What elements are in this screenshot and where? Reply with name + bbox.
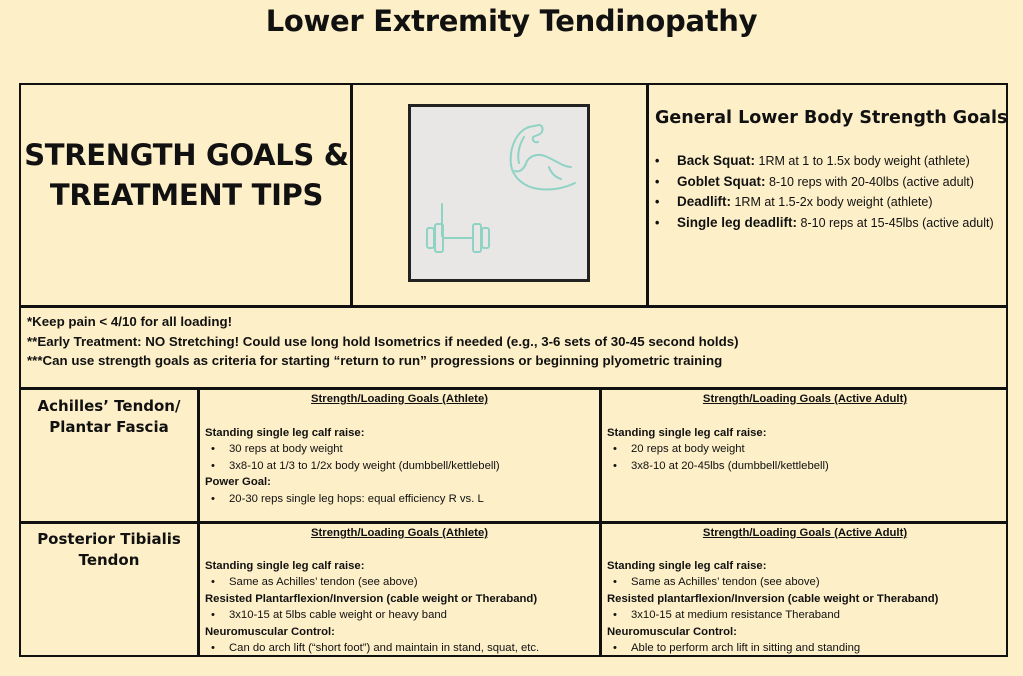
page-title: Lower Extremity Tendinopathy (265, 4, 758, 38)
treatment-notes (27, 312, 739, 371)
row-divider-top (19, 305, 1008, 308)
note-early-treatment: **Early Treatment: NO Stretching! Could use long hold Isometrics if needed (e.g., 3-6 sets of 30-45 second holds) (27, 333, 739, 349)
heading-line-2: TREATMENT TIPS (49, 178, 324, 212)
section-heading (24, 135, 349, 215)
tibialis-adult-cell: Standing single leg calf raise: • Same as Achilles’ tendon (see above) Resisted plantarflexion/Inversion (cable weight or Theraband) • 3x10-15 at medium resistance Theraband Neuromuscular Control: • Able to perform arch lift in sitting and standing (607, 558, 938, 656)
list-item: • 3x10-15 at medium resistance Theraband (607, 607, 938, 623)
list-item: • 3x8-10 at 20-45lbs (dumbbell/kettlebell) (607, 458, 829, 474)
goal-back-squat: • Back Squat: 1RM at 1 to 1.5x body weight (athlete) (655, 153, 970, 168)
tibialis-athlete-header: Strength/Loading Goals (Athlete) (311, 527, 488, 539)
tibialis-athlete-cell: Standing single leg calf raise: • Same as Achilles’ tendon (see above) Resisted Plantarflexion/Inversion (cable weight or Theraband) • 3x10-15 at 5lbs cable weight or heavy band Neuromuscular Control: • Can do arch lift (“short foot”) and maintain in stand, squat, etc. (205, 558, 539, 656)
col-divider-2 (646, 83, 649, 306)
row-divider-notes (19, 387, 1008, 390)
tibialis-adult-header: Strength/Loading Goals (Active Adult) (702, 527, 908, 539)
col-divider-adult (599, 388, 602, 656)
achilles-athlete-cell: Standing single leg calf raise: • 30 reps at body weight • 3x8-10 at 1/3 to 1/2x body weight (dumbbell/kettlebell) Power Goal: • 20-30 reps single leg hops: equal efficiency R vs. L (205, 425, 500, 507)
row-divider-middle (19, 521, 1008, 524)
muscle-arm-dumbbell-icon (411, 107, 587, 279)
list-item: • Same as Achilles’ tendon (see above) (205, 574, 539, 590)
achilles-adult-header: Strength/Loading Goals (Active Adult) (702, 393, 908, 405)
general-goals-list (655, 151, 994, 233)
heading-line-1: STRENGTH GOALS & (24, 138, 349, 172)
list-item: • 20-30 reps single leg hops: equal efficiency R vs. L (205, 491, 500, 507)
achilles-athlete-header: Strength/Loading Goals (Athlete) (311, 393, 488, 405)
list-item: • 20 reps at body weight (607, 441, 829, 457)
row-label-posterior-tibialis: Posterior Tibialis Tendon (37, 530, 181, 569)
row-label-achilles: Achilles’ Tendon/ Plantar Fascia (37, 397, 181, 436)
goal-single-leg-deadlift: • Single leg deadlift: 8-10 reps at 15-45lbs (active adult) (655, 214, 994, 230)
list-item: • Can do arch lift (“short foot”) and maintain in stand, squat, etc. (205, 640, 539, 656)
list-item: • 3x10-15 at 5lbs cable weight or heavy band (205, 607, 539, 623)
goal-goblet-squat: • Goblet Squat: 8-10 reps with 20-40lbs (active adult) (655, 173, 974, 189)
col-divider-1 (350, 83, 353, 306)
list-item: • Same as Achilles’ tendon (see above) (607, 574, 938, 590)
goal-deadlift: • Deadlift: 1RM at 1.5-2x body weight (athlete) (655, 194, 933, 209)
strength-illustration (408, 104, 590, 282)
list-item: • 30 reps at body weight (205, 441, 500, 457)
note-pain-limit: *Keep pain < 4/10 for all loading! (27, 314, 233, 329)
list-item: • Able to perform arch lift in sitting and standing (607, 640, 938, 656)
col-divider-label (197, 388, 200, 656)
achilles-adult-cell: Standing single leg calf raise: • 20 reps at body weight • 3x8-10 at 20-45lbs (dumbbell/kettlebell) (607, 425, 829, 474)
note-return-to-run: ***Can use strength goals as criteria for starting “return to run” progressions or beginning plyometric training (27, 353, 723, 368)
general-goals-title: General Lower Body Strength Goals (655, 108, 1008, 128)
list-item: • 3x8-10 at 1/3 to 1/2x body weight (dumbbell/kettlebell) (205, 458, 500, 474)
